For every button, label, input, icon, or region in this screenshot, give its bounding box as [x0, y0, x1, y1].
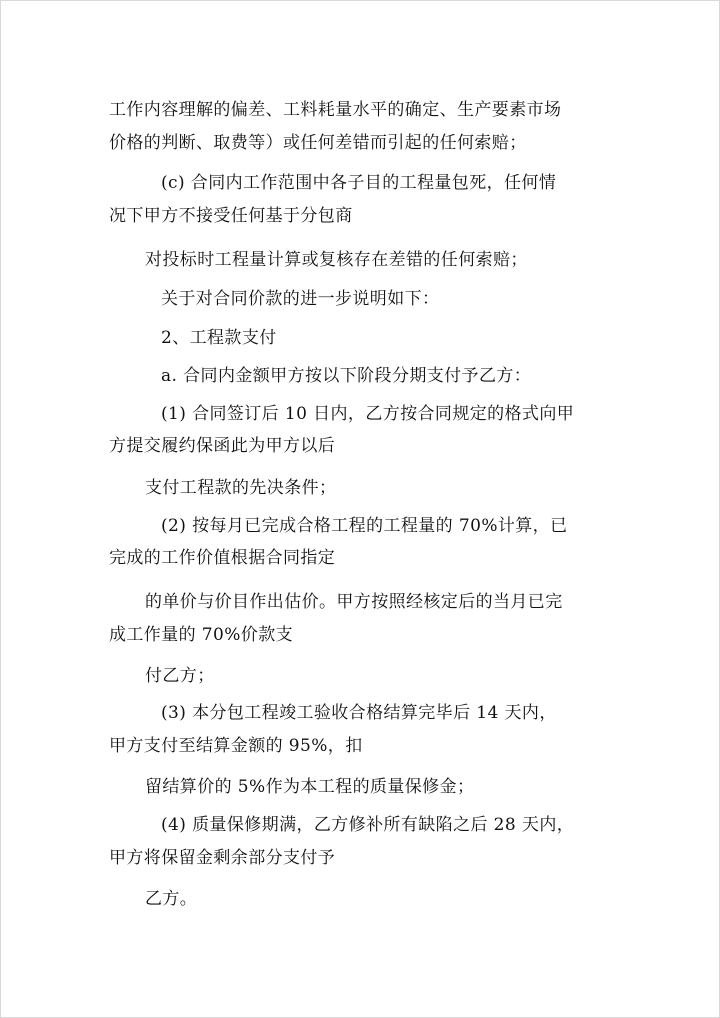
text-line: (2) 按每月已完成合格工程的工程量的 70%计算，已 — [161, 516, 568, 536]
text-line: (c) 合同内工作范围中各子目的工程量包死，任何情 — [161, 173, 557, 193]
text-line: 况下甲方不接受任何基于分包商 — [109, 206, 353, 226]
text-line: 留结算价的 5%作为本工程的质量保修金； — [145, 777, 475, 797]
text-line: 的单价与价目作出估价。甲方按照经核定后的当月已完 — [145, 592, 563, 612]
text-line: (4) 质量保修期满，乙方修补所有缺陷之后 28 天内， — [161, 815, 575, 835]
text-line: 甲方支付至结算金额的 95%，扣 — [109, 736, 363, 756]
text-line: 成工作量的 70%价款支 — [109, 625, 293, 645]
text-line: 支付工程款的先决条件； — [145, 478, 337, 498]
text-line: 价格的判断、取费等）或任何差错而引起的任何索赔； — [109, 133, 527, 153]
text-line: 工作内容理解的偏差、工料耗量水平的确定、生产要素市场 — [109, 100, 562, 120]
section-heading: 2、工程款支付 — [161, 328, 277, 348]
text-line: a. 合同内金额甲方按以下阶段分期支付予乙方： — [161, 366, 532, 386]
text-line: (3) 本分包工程竣工验收合格结算完毕后 14 天内， — [161, 703, 557, 723]
text-line: 完成的工作价值根据合同指定 — [109, 548, 336, 568]
text-line: 甲方将保留金剩余部分支付予 — [109, 848, 336, 868]
text-line: (1) 合同签订后 10 日内，乙方按合同规定的格式向甲 — [161, 404, 575, 424]
text-line: 关于对合同价款的进一步说明如下： — [161, 289, 440, 309]
text-line: 付乙方； — [145, 666, 215, 686]
text-line: 方提交履约保函此为甲方以后 — [109, 436, 336, 456]
text-line: 对投标时工程量计算或复核存在差错的任何索赔； — [145, 250, 528, 270]
text-line: 乙方。 — [145, 889, 198, 909]
